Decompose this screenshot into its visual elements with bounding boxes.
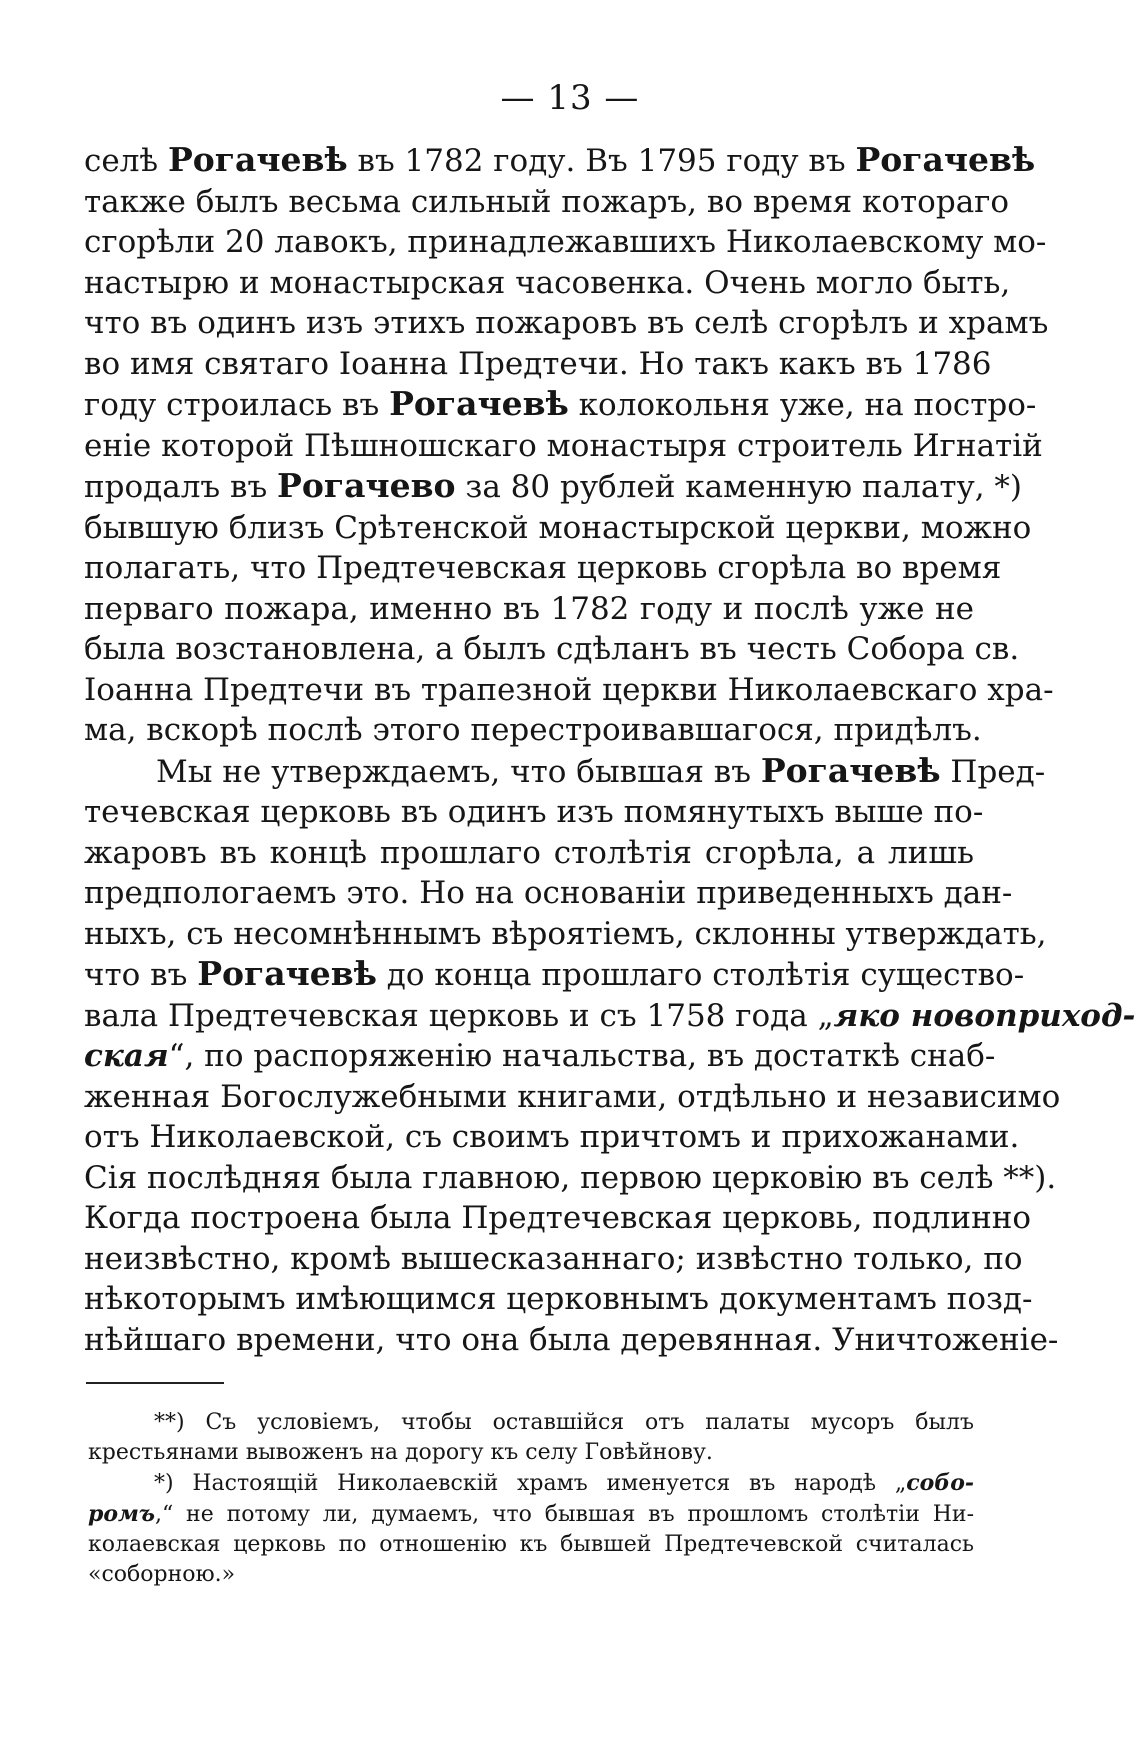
place-name: Рогачево xyxy=(277,466,456,505)
text-line: сгорѣли 20 лавокъ, принадлежавшихъ Николаевскому мо- xyxy=(84,224,1047,260)
place-name: Рогачевѣ xyxy=(167,140,348,179)
text-line: полагать, что Предтечевская церковь сгорѣла во время xyxy=(84,550,1002,586)
main-text xyxy=(84,140,1136,1360)
place-name: Рогачевѣ xyxy=(760,750,941,790)
text-line: предпологаемъ это. Но на основаніи приведенныхъ дан- xyxy=(84,875,1013,911)
place-name: Рогачевѣ xyxy=(855,140,1036,179)
paragraph-2 xyxy=(84,750,1136,1361)
text-line: нѣйшаго времени, что она была деревянная. Уничтоженіе- xyxy=(84,1321,1059,1358)
text-line: году строилась въ Рогачевѣ колокольня уже, на постро- xyxy=(84,384,1037,423)
text-line: отъ Николаевской, съ своимъ причтомъ и прихожанами. xyxy=(84,1119,1020,1155)
quoted-emphasis: яко новоприход- xyxy=(833,997,1136,1034)
footnote-1 xyxy=(88,1408,974,1468)
quoted-emphasis: собо- xyxy=(906,1470,974,1496)
text-line: была возстановлена, а былъ сдѣланъ въ честь Собора св. xyxy=(84,631,1020,667)
footnote-line: **) Съ условіемъ, чтобы оставшійся отъ палаты мусоръ былъ xyxy=(154,1410,974,1435)
text-line: бывшую близъ Срѣтенской монастырской церкви, можно xyxy=(84,509,1032,546)
text-line: нѣкоторымъ имѣющимся церковнымъ документамъ позд- xyxy=(84,1281,1033,1317)
footnote-line: колаевская церковь по отношенію къ бывшей Предтечевской считалась xyxy=(88,1532,974,1557)
text-line: также былъ весьма сильный пожаръ, во время котораго xyxy=(84,183,1010,220)
text-line: во имя святаго Іоанна Предтечи. Но такъ какъ въ 1786 xyxy=(84,345,992,382)
text-line: еніе которой Пѣшношскаго монастыря строитель Игнатій xyxy=(84,427,1043,464)
footnote-2 xyxy=(88,1468,974,1590)
footnotes xyxy=(88,1408,974,1590)
text-line: Сія послѣдняя была главною, первою церковію въ селѣ **). xyxy=(84,1159,1057,1196)
place-name: Рогачевѣ xyxy=(197,954,377,993)
text-line: женная Богослужебными книгами, отдѣльно и независимо xyxy=(84,1078,1061,1115)
text-line: селѣ Рогачевѣ въ 1782 году. Въ 1795 году въ Рогачевѣ xyxy=(84,140,1036,179)
text-line: настырю и монастырская часовенка. Очень могло быть, xyxy=(84,264,1011,301)
text-line: ма, вскорѣ послѣ этого перестроивавшагося, придѣлъ. xyxy=(84,712,982,748)
text-line: течевская церковь въ одинъ изъ помянутыхъ выше по- xyxy=(84,794,984,830)
text-line: что въ Рогачевѣ до конца прошлаго столѣтія существо- xyxy=(84,954,1025,993)
paragraph-1 xyxy=(84,140,1054,751)
place-name: Рогачевѣ xyxy=(389,384,569,423)
page-number: — 13 — xyxy=(500,78,640,118)
text-line: перваго пожара, именно въ 1782 году и послѣ уже не xyxy=(84,590,974,627)
text-line: продалъ въ Рогачево за 80 рублей каменную палату, *) xyxy=(84,466,1023,505)
text-line: неизвѣстно, кромѣ вышесказаннаго; извѣстно только, по xyxy=(84,1240,1023,1277)
text-line: вала Предтечевская церковь и съ 1758 года „яко новоприход- xyxy=(84,997,1136,1034)
footnote-line: ромъ,“ не потому ли, думаемъ, что бывшая въ прошломъ столѣтіи Ни- xyxy=(88,1501,974,1527)
text-line: Іоанна Предтечи въ трапезной церкви Николаевскаго хра- xyxy=(84,671,1054,708)
text-line: жаровъ въ концѣ прошлаго столѣтія сгорѣла, а лишь xyxy=(84,834,974,871)
footnote-line: «соборною.» xyxy=(88,1562,236,1587)
text-line: Когда построена была Предтечевская церковь, подлинно xyxy=(84,1200,1032,1236)
text-line: ныхъ, съ несомнѣннымъ вѣроятіемъ, склонны утверждать, xyxy=(84,915,1047,952)
footnote-line: крестьянами вывоженъ на дорогу къ селу Говѣйнову. xyxy=(88,1440,713,1465)
text-line: что въ одинъ изъ этихъ пожаровъ въ селѣ сгорѣлъ и храмъ xyxy=(84,305,1049,341)
text-line: Мы не утверждаемъ, что бывшая въ Рогачевѣ Пред- xyxy=(156,750,1046,790)
text-line: ская“, по распоряженію начальства, въ достаткѣ снаб- xyxy=(84,1038,996,1074)
quoted-emphasis: ромъ xyxy=(88,1501,155,1527)
quoted-emphasis: ская xyxy=(84,1038,169,1074)
footnote-divider xyxy=(86,1382,224,1384)
footnote-line: *) Настоящій Николаевскій храмъ именуется въ народѣ „собо- xyxy=(154,1470,974,1496)
